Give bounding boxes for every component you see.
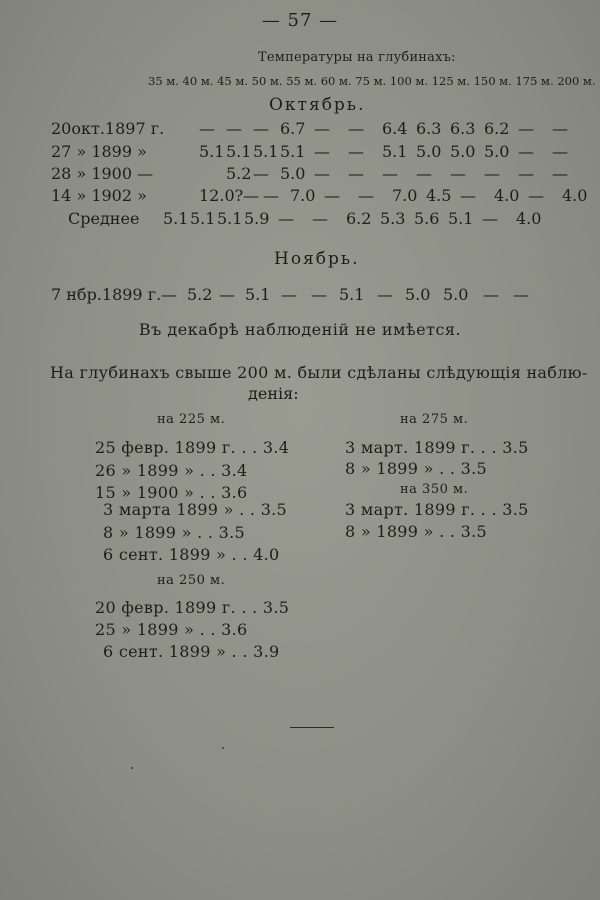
cell: 5.2 [187, 285, 213, 304]
cell: 6.4 [382, 119, 408, 138]
depth-header-row [148, 74, 596, 88]
depth-label: 125 м. [431, 74, 470, 88]
depth-label: 75 м. [355, 74, 387, 88]
cell: 5.1 [190, 209, 216, 228]
row-date: 27 » 1899 » [51, 142, 147, 161]
cell: — [348, 164, 364, 183]
cell: — [226, 119, 242, 138]
caption-250: на 250 м. [157, 573, 226, 588]
obs-225-row: 8 » 1899 » . . 3.5 [103, 523, 246, 542]
depth-label: 55 м. [286, 74, 318, 88]
cell: — [348, 142, 364, 161]
depth-label: 40 м. [182, 74, 214, 88]
cell: 5.1 [226, 142, 252, 161]
cell: 5.1 [245, 285, 271, 304]
cell: 5.9 [244, 209, 270, 228]
cell: — [314, 142, 330, 161]
cell: 12.0? [199, 186, 244, 205]
cell: — [518, 119, 534, 138]
cell: — [253, 119, 269, 138]
november-row-1 [51, 285, 537, 304]
cell: 6.7 [280, 119, 306, 138]
depth-label: 175 м. [515, 74, 554, 88]
caption-350: на 350 м. [400, 482, 469, 497]
obs-275-row: 8 » 1899 » . . 3.5 [345, 459, 488, 478]
obs-250-row: 25 » 1899 » . . 3.6 [95, 620, 248, 639]
cell: 5.0 [280, 164, 306, 183]
closing-rule [290, 727, 334, 728]
cell: — [278, 209, 294, 228]
cell: — [513, 285, 529, 304]
october-row-4 [51, 186, 596, 205]
depth-label: 100 м. [389, 74, 429, 88]
cell: — [382, 164, 398, 183]
december-note: Въ декабрѣ наблюденій не имѣется. [138, 320, 462, 339]
cell: — [518, 164, 534, 183]
cell: — [243, 186, 259, 205]
cell: — [281, 285, 297, 304]
cell: — [552, 119, 568, 138]
cell: 6.3 [450, 119, 476, 138]
cell: — [314, 119, 330, 138]
temperature-caption: Температуры на глубинахъ: [258, 50, 456, 65]
cell: 6.3 [416, 119, 442, 138]
obs-350-row: 3 март. 1899 г. . . 3.5 [345, 500, 529, 519]
cell: 5.1 [382, 142, 408, 161]
october-row-2 [51, 142, 586, 161]
deep-intro-line-1: На глубинахъ свыше 200 м. были сдѣланы слѣдующія наблю- [50, 363, 588, 382]
cell: — [253, 164, 269, 183]
cell: 5.1 [339, 285, 365, 304]
cell: 5.1 [253, 142, 279, 161]
row-date: 20окт.1897 г. [51, 119, 165, 138]
average-label: Среднее [68, 209, 140, 228]
cell: — [219, 285, 235, 304]
cell: — [450, 164, 466, 183]
cell: — [552, 164, 568, 183]
october-row-1 [51, 119, 586, 138]
row-date: 14 » 1902 » [51, 186, 147, 205]
cell: 5.1 [280, 142, 306, 161]
cell: 6.2 [484, 119, 510, 138]
deep-intro-line-2: денія: [248, 384, 299, 403]
cell: — [311, 285, 327, 304]
cell: 5.1 [448, 209, 474, 228]
cell: 5.1 [199, 142, 225, 161]
november-heading: Ноябрь. [274, 249, 360, 269]
cell: 5.1 [163, 209, 189, 228]
cell: — [460, 186, 476, 205]
depth-label: 50 м. [251, 74, 283, 88]
cell: 5.2 [226, 164, 252, 183]
cell: — [263, 186, 279, 205]
caption-225: на 225 м. [157, 412, 226, 427]
obs-225-row: 26 » 1899 » . . 3.4 [95, 461, 248, 480]
obs-250-row: 6 сент. 1899 » . . 3.9 [103, 642, 280, 661]
depth-label: 150 м. [473, 74, 512, 88]
october-row-3 [51, 164, 586, 183]
paper-speck [131, 767, 133, 769]
cell: — [552, 142, 568, 161]
october-heading: Октябрь. [269, 95, 366, 115]
obs-275-row: 3 март. 1899 г. . . 3.5 [345, 438, 529, 457]
cell: 5.0 [416, 142, 442, 161]
cell: 7.0 [392, 186, 418, 205]
cell: — [348, 119, 364, 138]
cell: — [528, 186, 544, 205]
obs-225-row: 15 » 1900 » . . 3.6 [95, 483, 248, 502]
cell: — [483, 285, 499, 304]
cell: — [416, 164, 432, 183]
cell: 5.0 [405, 285, 431, 304]
cell: — [482, 209, 498, 228]
october-average-row [68, 209, 550, 228]
depth-label: 35 м. [148, 74, 179, 88]
cell: — [314, 164, 330, 183]
cell: 5.6 [414, 209, 440, 228]
page-number: — 57 — [261, 10, 339, 31]
cell: — [324, 186, 340, 205]
row-date: 7 нбр.1899 г. [51, 285, 162, 304]
cell: — [377, 285, 393, 304]
cell: 4.0 [562, 186, 588, 205]
obs-225-row: 6 сент. 1899 » . . 4.0 [103, 545, 280, 564]
cell: 4.0 [494, 186, 520, 205]
cell: 4.0 [516, 209, 542, 228]
cell: — [518, 142, 534, 161]
cell: 5.0 [443, 285, 469, 304]
cell: — [358, 186, 374, 205]
caption-275: на 275 м. [400, 412, 469, 427]
cell: 6.2 [346, 209, 372, 228]
cell: 7.0 [290, 186, 316, 205]
depth-label: 45 м. [217, 74, 248, 88]
depth-label: 200 м. [557, 74, 596, 88]
cell: 4.5 [426, 186, 452, 205]
obs-225-row: 25 февр. 1899 г. . . 3.4 [95, 438, 290, 457]
cell: 5.3 [380, 209, 406, 228]
cell: 5.0 [484, 142, 510, 161]
cell: 5.0 [450, 142, 476, 161]
paper-speck [222, 747, 224, 749]
obs-350-row: 8 » 1899 » . . 3.5 [345, 522, 488, 541]
obs-250-row: 20 февр. 1899 г. . . 3.5 [95, 598, 290, 617]
cell: — [199, 119, 215, 138]
row-date: 28 » 1900 — [51, 164, 154, 183]
cell: 5.1 [217, 209, 243, 228]
cell: — [484, 164, 500, 183]
cell: — [312, 209, 328, 228]
depth-label: 60 м. [320, 74, 352, 88]
cell: — [161, 285, 177, 304]
obs-225-row: 3 марта 1899 » . . 3.5 [103, 500, 288, 519]
